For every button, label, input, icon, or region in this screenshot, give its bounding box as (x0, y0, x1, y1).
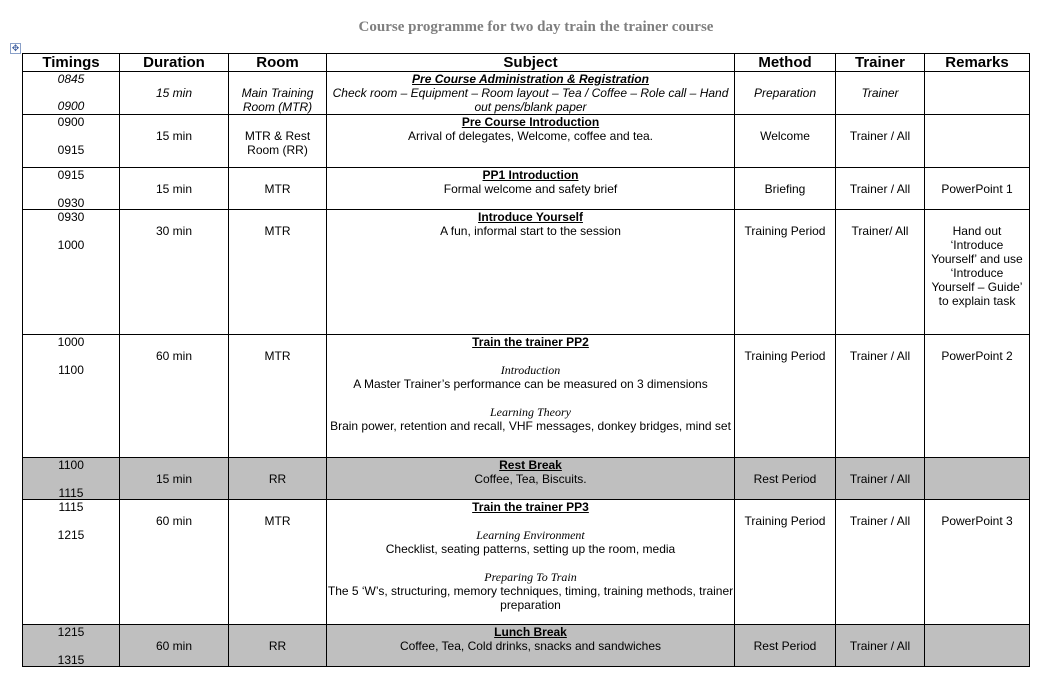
room-cell: MTR (229, 335, 327, 458)
remarks-cell (925, 625, 1030, 667)
table-row (23, 115, 1030, 168)
table-row (23, 168, 1030, 210)
section-text: A Master Trainer’s performance can be measured on 3 dimensions (353, 377, 708, 391)
section-text: The 5 ‘W’s, structuring, memory techniques, timing, training methods, trainer preparation (327, 584, 734, 612)
method-cell: Rest Period (735, 458, 836, 500)
timings-cell (23, 625, 120, 667)
trainer-cell: Trainer (836, 72, 925, 115)
timings-cell (23, 210, 120, 335)
subject-cell (327, 115, 735, 168)
room-cell: MTR (229, 210, 327, 335)
start-time: 1215 (57, 625, 85, 639)
table-row (23, 625, 1030, 667)
duration-cell: 15 min (120, 168, 229, 210)
timings-cell (23, 500, 120, 625)
subject-cell (327, 210, 735, 335)
subject-cell (327, 458, 735, 500)
remarks-cell: PowerPoint 1 (925, 168, 1030, 210)
trainer-cell: Trainer / All (836, 458, 925, 500)
subject-cell (327, 168, 735, 210)
end-time: 0900 (57, 99, 85, 113)
method-cell: Preparation (735, 72, 836, 115)
table-move-handle-icon[interactable]: ✥ (11, 43, 20, 53)
table-row (23, 335, 1030, 458)
end-time: 1215 (57, 528, 85, 542)
duration-cell: 30 min (120, 210, 229, 335)
header-trainer: Trainer (836, 54, 925, 72)
subject-cell (327, 625, 735, 667)
table-row (23, 72, 1030, 115)
end-time: 1100 (58, 363, 84, 377)
end-time: 1315 (57, 653, 85, 667)
start-time: 0930 (57, 210, 85, 224)
trainer-cell: Trainer / All (836, 335, 925, 458)
subject-title: Rest Break (499, 458, 562, 472)
remarks-cell (925, 458, 1030, 500)
trainer-cell: Trainer / All (836, 500, 925, 625)
end-time: 1115 (58, 486, 84, 500)
subject-title: Train the trainer PP2 (472, 335, 589, 349)
duration-cell: 60 min (120, 335, 229, 458)
subject-text: Formal welcome and safety brief (443, 182, 618, 196)
subject-title: Pre Course Administration & Registration (412, 72, 649, 86)
duration-cell: 15 min (120, 115, 229, 168)
duration-cell: 15 min (120, 458, 229, 500)
start-time: 0845 (57, 72, 85, 86)
start-time: 1100 (58, 458, 84, 472)
programme-table (22, 53, 1030, 667)
duration-cell: 15 min (120, 72, 229, 115)
subject-text: Coffee, Tea, Biscuits. (474, 472, 587, 486)
section-heading: Introduction (500, 363, 561, 377)
section-heading: Learning Theory (490, 405, 571, 419)
method-cell: Training Period (735, 335, 836, 458)
subject-cell (327, 500, 735, 625)
duration-cell: 60 min (120, 625, 229, 667)
section-text: Checklist, seating patterns, setting up the room, media (385, 542, 676, 556)
remarks-cell: PowerPoint 2 (925, 335, 1030, 458)
subject-text: A fun, informal start to the session (440, 224, 621, 238)
trainer-cell: Trainer / All (836, 115, 925, 168)
header-method: Method (735, 54, 836, 72)
trainer-cell: Trainer / All (836, 625, 925, 667)
end-time: 0915 (57, 143, 85, 157)
header-remarks: Remarks (925, 54, 1030, 72)
subject-text: Check room – Equipment – Room layout – Tea / Coffee – Role call – Hand out pens/blank paper (332, 86, 729, 114)
duration-cell: 60 min (120, 500, 229, 625)
subject-title: Lunch Break (494, 625, 567, 639)
method-cell: Briefing (735, 168, 836, 210)
subject-text: Arrival of delegates, Welcome, coffee and tea. (407, 129, 654, 143)
page-title: Course programme for two day train the trainer course (358, 19, 714, 35)
method-cell: Training Period (735, 500, 836, 625)
subject-title: PP1 Introduction (482, 168, 579, 182)
method-cell: Training Period (735, 210, 836, 335)
trainer-cell: Trainer / All (836, 168, 925, 210)
timings-cell (23, 115, 120, 168)
header-room: Room (229, 54, 327, 72)
header-subject: Subject (327, 54, 735, 72)
remarks-cell (925, 115, 1030, 168)
room-cell: Main Training Room (MTR) (229, 72, 327, 115)
start-time: 0900 (57, 115, 85, 129)
remarks-cell: Hand out ‘Introduce Yourself’ and use ‘Introduce Yourself – Guide’ to explain task (925, 210, 1030, 335)
table-row (23, 210, 1030, 335)
timings-cell (23, 458, 120, 500)
end-time: 1000 (57, 238, 85, 252)
timings-cell (23, 335, 120, 458)
start-time: 0915 (57, 168, 85, 182)
trainer-cell: Trainer/ All (836, 210, 925, 335)
room-cell: MTR (229, 500, 327, 625)
remarks-cell (925, 72, 1030, 115)
section-heading: Learning Environment (476, 528, 585, 542)
header-row (23, 54, 1030, 72)
subject-title: Introduce Yourself (478, 210, 583, 224)
end-time: 0930 (57, 196, 85, 210)
room-cell: RR (229, 625, 327, 667)
method-cell: Rest Period (735, 625, 836, 667)
method-cell: Welcome (735, 115, 836, 168)
table-row (23, 458, 1030, 500)
room-cell: MTR & Rest Room (RR) (229, 115, 327, 168)
subject-title: Train the trainer PP3 (472, 500, 589, 514)
timings-cell (23, 168, 120, 210)
start-time: 1000 (57, 335, 85, 349)
room-cell: RR (229, 458, 327, 500)
section-heading: Preparing To Train (484, 570, 577, 584)
timings-cell (23, 72, 120, 115)
subject-text: Coffee, Tea, Cold drinks, snacks and sandwiches (399, 639, 662, 653)
table-row (23, 500, 1030, 625)
subject-title: Pre Course Introduction (461, 115, 600, 129)
subject-cell (327, 72, 735, 115)
header-timings: Timings (23, 54, 120, 72)
room-cell: MTR (229, 168, 327, 210)
section-text: Brain power, retention and recall, VHF messages, donkey bridges, mind set (330, 419, 731, 433)
start-time: 1115 (58, 500, 84, 514)
remarks-cell: PowerPoint 3 (925, 500, 1030, 625)
header-duration: Duration (120, 54, 229, 72)
subject-cell (327, 335, 735, 458)
